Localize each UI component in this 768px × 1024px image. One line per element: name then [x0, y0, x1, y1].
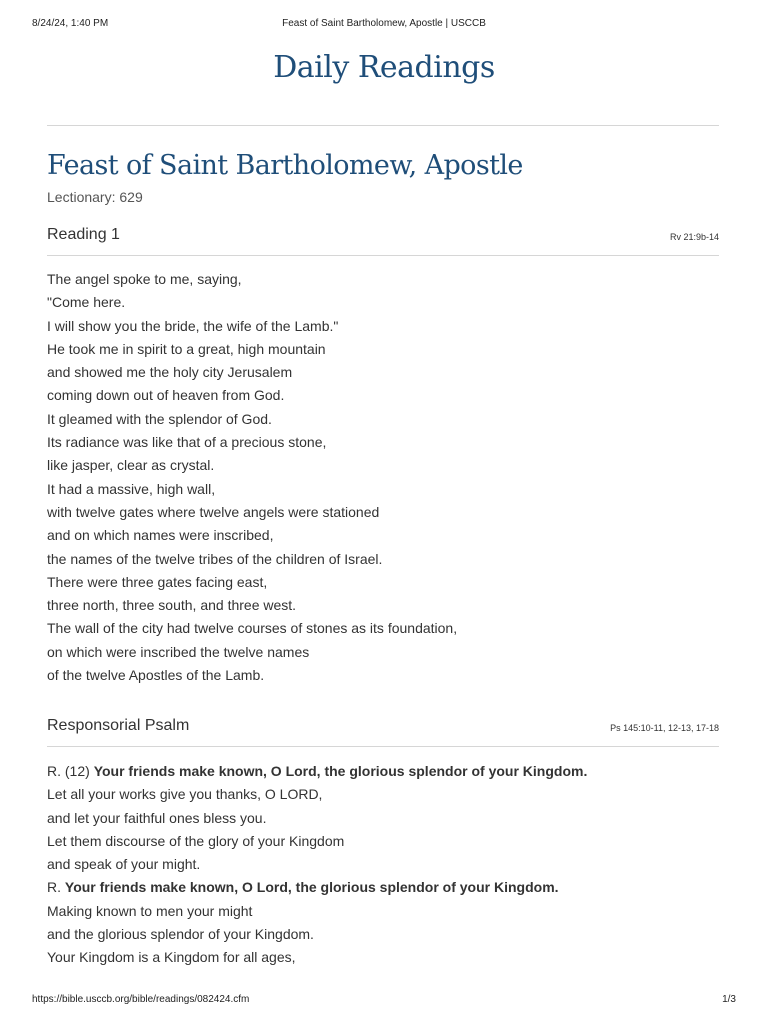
psalm-header	[47, 715, 719, 739]
page-number: 1/3	[722, 994, 736, 1005]
reading1-line: on which were inscribed the twelve names	[47, 643, 310, 660]
reading1-line: "Come here.	[47, 294, 126, 311]
reading1-divider	[47, 255, 719, 256]
reading1-line: and on which names were inscribed,	[47, 527, 274, 544]
reading1-line: and showed me the holy city Jerusalem	[47, 364, 293, 381]
reading1-line: It gleamed with the splendor of God.	[47, 410, 272, 427]
psalm-title: Responsorial Psalm	[47, 717, 190, 734]
psalm-line: Let all your works give you thanks, O LORD,	[47, 786, 323, 803]
reading1-line: The wall of the city had twelve courses of stones as its foundation,	[47, 620, 458, 637]
reading1-line: The angel spoke to me, saying,	[47, 271, 242, 287]
reading1-line: There were three gates facing east,	[47, 573, 268, 590]
reading1-title: Reading 1	[47, 226, 120, 243]
psalm-line: Your Kingdom is a Kingdom for all ages,	[47, 949, 296, 966]
print-timestamp: 8/24/24, 1:40 PM	[32, 18, 109, 29]
refrain-prefix: R. (12)	[47, 763, 94, 779]
header-divider	[47, 125, 719, 126]
psalm-line: Let them discourse of the glory of your Kingdom	[47, 832, 345, 849]
reading1-line: three north, three south, and three west.	[47, 597, 297, 614]
reading1-line: like jasper, clear as crystal.	[47, 457, 215, 474]
psalm-line: and the glorious splendor of your Kingdom.	[47, 926, 314, 943]
psalm-text	[47, 760, 719, 970]
reading1-line: I will show you the bride, the wife of the Lamb."	[47, 317, 339, 334]
refrain-prefix: R.	[47, 879, 65, 896]
psalm-line: Making known to men your might	[47, 902, 253, 919]
psalm-reference-link[interactable]: Ps 145:10-11, 12-13, 17-18	[610, 723, 719, 733]
reading1-line: He took me in spirit to a great, high mountain	[47, 340, 326, 357]
lectionary-number: Lectionary: 629	[47, 189, 143, 205]
psalm-divider	[47, 746, 719, 747]
refrain-text: Your friends make known, O Lord, the glorious splendor of your Kingdom.	[93, 763, 588, 779]
psalm-refrain	[47, 876, 719, 899]
reading1-line: with twelve gates where twelve angels were stationed	[47, 503, 380, 520]
reading1-reference-link[interactable]: Rv 21:9b-14	[669, 232, 719, 242]
reading1-line: It had a massive, high wall,	[47, 480, 216, 497]
page-title: Feast of Saint Bartholomew, Apostle	[47, 150, 523, 181]
reading1-header	[47, 224, 719, 248]
print-url: https://bible.usccb.org/bible/readings/082424.cfm	[32, 994, 250, 1005]
reading1-line: coming down out of heaven from God.	[47, 387, 285, 404]
reading1-text	[47, 268, 719, 687]
psalm-refrain	[47, 760, 719, 783]
site-title[interactable]: Daily Readings	[273, 50, 495, 85]
reading1-line: Its radiance was like that of a precious stone,	[47, 434, 327, 451]
reading1-line: the names of the twelve tribes of the children of Israel.	[47, 550, 383, 567]
psalm-line: and let your faithful ones bless you.	[47, 809, 267, 826]
psalm-line: and speak of your might.	[47, 856, 201, 873]
print-document-title: Feast of Saint Bartholomew, Apostle | USCCB	[282, 18, 486, 29]
print-footer	[32, 994, 736, 1008]
reading1-line: of the twelve Apostles of the Lamb.	[47, 667, 265, 684]
print-header	[32, 18, 736, 32]
refrain-text: Your friends make known, O Lord, the glorious splendor of your Kingdom.	[64, 879, 559, 896]
